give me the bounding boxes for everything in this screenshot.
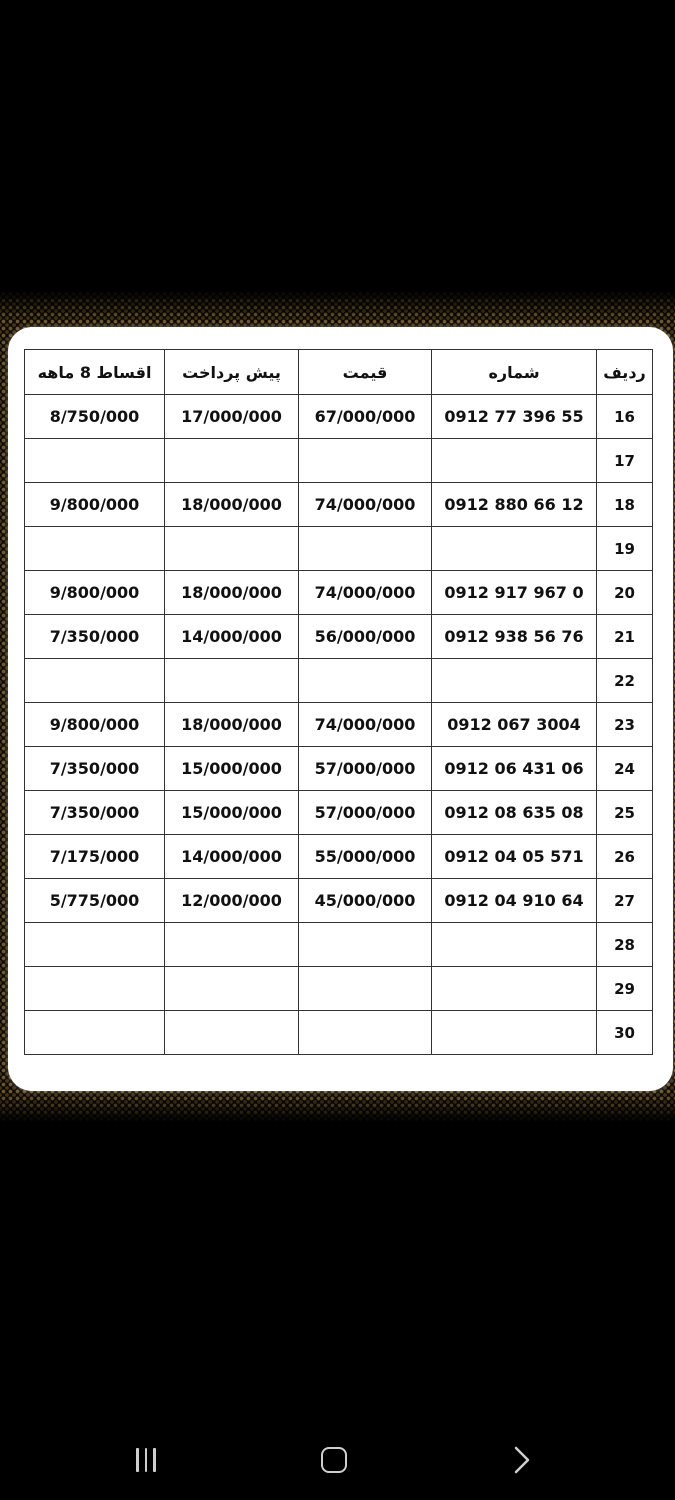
cell-phone-number [432,1011,597,1055]
header-phone-number: شماره [432,350,597,395]
cell-installments [25,967,165,1011]
cell-phone-number [432,439,597,483]
cell-price: 57/000/000 [299,791,432,835]
header-installments: اقساط 8 ماهه [25,350,165,395]
header-row-number: ردیف [597,350,653,395]
cell-price [299,967,432,1011]
cell-phone-number: 0912 067 3004 [432,703,597,747]
cell-prepayment: 14/000/000 [165,615,299,659]
recent-apps-icon [136,1448,156,1472]
cell-prepayment: 17/000/000 [165,395,299,439]
cell-installments: 7/350/000 [25,791,165,835]
cell-installments [25,923,165,967]
cell-row-number: 29 [597,967,653,1011]
table-row [25,615,653,659]
cell-prepayment [165,527,299,571]
table-header-row [25,350,653,395]
cell-price [299,527,432,571]
cell-price [299,923,432,967]
home-icon [321,1447,347,1473]
cell-price [299,1011,432,1055]
table-row [25,483,653,527]
table-row [25,747,653,791]
cell-installments: 9/800/000 [25,703,165,747]
cell-installments [25,1011,165,1055]
cell-row-number: 19 [597,527,653,571]
back-icon [512,1445,532,1475]
system-navigation-bar [0,1410,675,1500]
cell-price: 67/000/000 [299,395,432,439]
table-row [25,1011,653,1055]
table-row [25,439,653,483]
cell-phone-number: 0912 04 910 64 [432,879,597,923]
home-button[interactable] [304,1440,364,1480]
cell-prepayment: 12/000/000 [165,879,299,923]
cell-phone-number: 0912 08 635 08 [432,791,597,835]
cell-prepayment: 18/000/000 [165,703,299,747]
cell-row-number: 18 [597,483,653,527]
header-price: قیمت [299,350,432,395]
cell-price: 56/000/000 [299,615,432,659]
cell-installments [25,527,165,571]
cell-price [299,439,432,483]
cell-prepayment: 14/000/000 [165,835,299,879]
phone-number-price-table [24,349,653,1055]
cell-phone-number: 0912 938 56 76 [432,615,597,659]
cell-installments: 7/350/000 [25,747,165,791]
cell-phone-number [432,527,597,571]
cell-prepayment: 18/000/000 [165,571,299,615]
cell-row-number: 24 [597,747,653,791]
cell-row-number: 21 [597,615,653,659]
table-row [25,967,653,1011]
table-body [25,395,653,1055]
cell-installments: 7/175/000 [25,835,165,879]
cell-price: 74/000/000 [299,483,432,527]
cell-price: 45/000/000 [299,879,432,923]
table-row [25,879,653,923]
cell-prepayment [165,659,299,703]
table-row [25,527,653,571]
cell-prepayment [165,967,299,1011]
cell-prepayment [165,439,299,483]
cell-phone-number [432,923,597,967]
cell-installments: 9/800/000 [25,571,165,615]
header-prepayment: پیش پرداخت [165,350,299,395]
cell-phone-number: 0912 917 967 0 [432,571,597,615]
cell-prepayment: 18/000/000 [165,483,299,527]
cell-installments: 8/750/000 [25,395,165,439]
back-button[interactable] [492,1440,552,1480]
price-list-card [8,327,673,1091]
cell-phone-number: 0912 880 66 12 [432,483,597,527]
recent-apps-button[interactable] [116,1440,176,1480]
cell-prepayment: 15/000/000 [165,791,299,835]
cell-row-number: 20 [597,571,653,615]
cell-price: 57/000/000 [299,747,432,791]
table-row [25,395,653,439]
cell-prepayment: 15/000/000 [165,747,299,791]
cell-installments: 5/775/000 [25,879,165,923]
cell-price: 74/000/000 [299,703,432,747]
cell-row-number: 27 [597,879,653,923]
cell-price: 55/000/000 [299,835,432,879]
cell-price [299,659,432,703]
cell-prepayment [165,923,299,967]
cell-phone-number: 0912 77 396 55 [432,395,597,439]
cell-installments: 9/800/000 [25,483,165,527]
table-row [25,835,653,879]
table-row [25,791,653,835]
cell-phone-number: 0912 06 431 06 [432,747,597,791]
cell-row-number: 26 [597,835,653,879]
cell-row-number: 16 [597,395,653,439]
table-row [25,659,653,703]
cell-installments [25,659,165,703]
cell-phone-number [432,659,597,703]
cell-price: 74/000/000 [299,571,432,615]
table-row [25,703,653,747]
cell-installments: 7/350/000 [25,615,165,659]
cell-row-number: 22 [597,659,653,703]
cell-installments [25,439,165,483]
cell-prepayment [165,1011,299,1055]
cell-phone-number [432,967,597,1011]
cell-phone-number: 0912 04 05 571 [432,835,597,879]
cell-row-number: 23 [597,703,653,747]
cell-row-number: 25 [597,791,653,835]
cell-row-number: 30 [597,1011,653,1055]
table-row [25,571,653,615]
cell-row-number: 17 [597,439,653,483]
table-row [25,923,653,967]
cell-row-number: 28 [597,923,653,967]
